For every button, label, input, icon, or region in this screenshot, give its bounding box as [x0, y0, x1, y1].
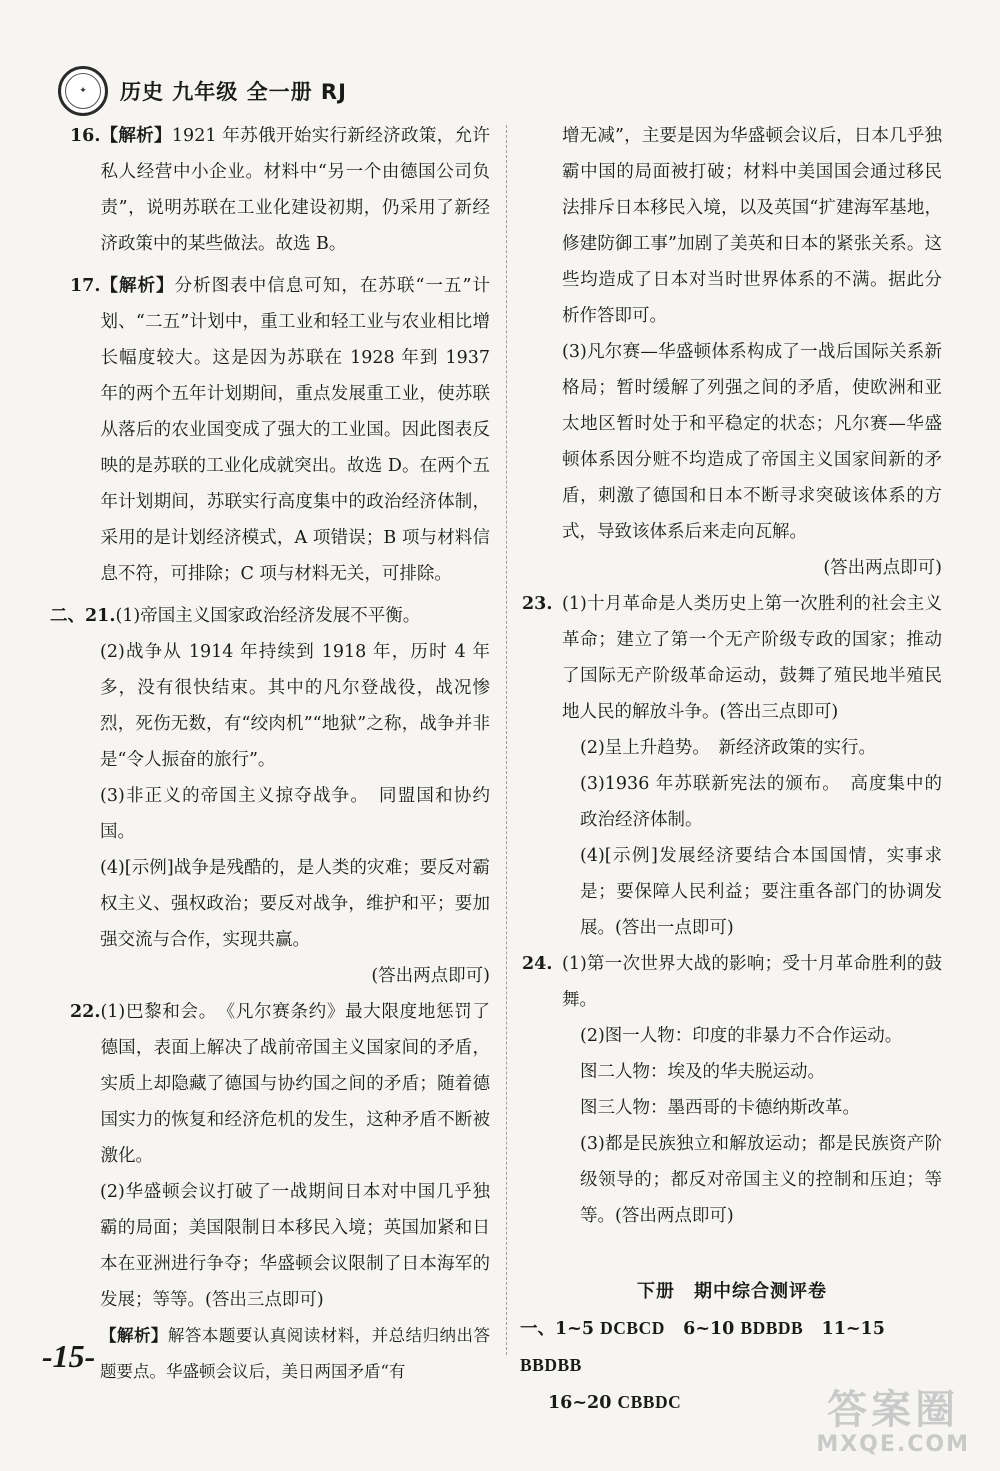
answer-text: (1)帝国主义国家政治经济发展不平衡。	[115, 606, 421, 626]
page-number: -15-	[42, 1338, 96, 1374]
key-3: BBDBB	[520, 1355, 582, 1375]
answer-24-part2b: 图二人物：埃及的华夫脱运动。	[580, 1062, 825, 1082]
answer-21-part2: (2)战争从 1914 年持续到 1918 年，历时 4 年多，没有很快结束。其中的凡尔登战役，战况惨烈，死伤无数，有“绞肉机”“地狱”之称，战争并非是“令人振奋的旅行”。	[100, 642, 490, 770]
answer-23	[522, 586, 942, 730]
answer-text: 1921 年苏俄开始实行新经济政策，允许私人经营中小企业。材料中“另一个由德国公司负责”，说明苏联在工业化建设初期，仍采用了新经济政策中的某些做法。故选 B。	[100, 126, 490, 254]
range-4: 16~20	[548, 1393, 612, 1413]
range-3: 11~15	[821, 1319, 885, 1339]
range-1: 1~5	[555, 1319, 595, 1339]
answer-21-note: (答出两点即可)	[371, 966, 490, 986]
analysis-label: 【解析】	[100, 126, 172, 146]
analysis-label: 【解析】	[100, 276, 175, 296]
key-2: BDBDB	[740, 1318, 804, 1338]
answer-22-analysis	[100, 1318, 490, 1390]
question-number: 23.	[522, 594, 553, 614]
range-2: 6~10	[683, 1319, 735, 1339]
answer-16	[70, 118, 490, 262]
watermark-title: 答案圈	[827, 1387, 960, 1433]
key-1: DCBCD	[600, 1318, 665, 1338]
answer-24	[522, 946, 942, 1018]
question-number: 24.	[522, 954, 553, 974]
column-divider	[506, 125, 507, 1355]
answer-17	[70, 268, 490, 592]
page-header	[58, 58, 347, 124]
analysis-label: 【解析】	[100, 1326, 168, 1345]
analysis-text: 解答本题要认真阅读材料，并总结归纳出答题要点。华盛顿会议后，美日两国矛盾“有	[100, 1326, 491, 1381]
question-number: 16.	[70, 126, 101, 146]
right-column	[522, 118, 942, 1421]
answer-text: 分析图表中信息可知，在苏联“一五”计划、“二五”计划中，重工业和轻工业与农业相比增长幅度较大。这是因为苏联在 1928 年到 1937 年的两个五年计划期间，重点发展重工业，使苏联从落后的农业国变成了强大的工业国。因此图表反映的是苏联的工业化成就突出。故选 D。在两个五年计划期间，苏联实行高度集中的政治经济体制，采用的是计划经济模式，A 项错误；B 项与材料信息不符，可排除；C 项与材料无关，可排除。	[100, 276, 490, 584]
answer-21-part4: (4)[示例]战争是残酷的，是人类的灾难；要反对霸权主义、强权政治；要反对战争，维护和平；要加强交流与合作，实现共赢。	[100, 858, 490, 950]
answer-23-part3: (3)1936 年苏联新宪法的颁布。 高度集中的政治经济体制。	[580, 774, 942, 830]
header-title: 历史 九年级 全一册 RJ	[120, 80, 347, 104]
answer-text: (1)十月革命是人类历史上第一次胜利的社会主义革命；建立了第一个无产阶级专政的国家；推动了国际无产阶级革命运动，鼓舞了殖民地半殖民地人民的解放斗争。(答出三点即可)	[562, 594, 942, 722]
answer-22-part2: (2)华盛顿会议打破了一战期间日本对中国几乎独霸的局面；美国限制日本移民入境；英国加紧和日本在亚洲进行争夺；华盛顿会议限制了日本海军的发展；等等。(答出三点即可)	[100, 1182, 490, 1310]
answer-24-part3: (3)都是民族独立和解放运动；都是民族资产阶级领导的；都反对帝国主义的控制和压迫；等等。(答出两点即可)	[580, 1134, 942, 1226]
watermark-url: MXQE.COM	[816, 1432, 970, 1457]
answer-22	[70, 994, 490, 1174]
site-watermark	[816, 1388, 970, 1457]
question-number: 17.	[70, 276, 101, 296]
answer-24-part2c: 图三人物：墨西哥的卡德纳斯改革。	[580, 1098, 860, 1118]
answer-23-part2: (2)呈上升趋势。 新经济政策的实行。	[580, 738, 877, 758]
answer-text: (1)第一次世界大战的影响；受十月革命胜利的鼓舞。	[562, 954, 942, 1010]
section-title: 下册 期中综合测评卷	[637, 1281, 827, 1302]
choice-answers	[520, 1310, 942, 1384]
answer-22-note: (答出两点即可)	[823, 558, 942, 578]
publisher-logo: ✦	[58, 66, 108, 116]
question-number: 二、21.	[50, 606, 116, 626]
answer-23-part4: (4)[示例]发展经济要结合本国国情，实事求是；要保障人民利益；要注重各部门的协调发展。(答出一点即可)	[580, 846, 942, 938]
answer-22-part3: (3)凡尔赛—华盛顿体系构成了一战后国际关系新格局；暂时缓解了列强之间的矛盾，使欧洲和亚太地区暂时处于和平稳定的状态；凡尔赛—华盛顿体系因分赃不均造成了帝国主义国家间新的矛盾，刺激了德国和日本不断寻求突破该体系的方式，导致该体系后来走向瓦解。	[562, 342, 942, 542]
answer-21	[50, 598, 490, 634]
answers-lead: 一、	[520, 1319, 555, 1339]
answer-text: (1)巴黎和会。 《凡尔赛条约》最大限度地惩罚了德国，表面上解决了战前帝国主义国家间的矛盾，实质上却隐藏了德国与协约国之间的矛盾；随着德国实力的恢复和经济危机的发生，这种矛盾不断被激化。	[100, 1002, 490, 1166]
key-4: CBBDC	[617, 1392, 682, 1412]
answer-21-part3: (3)非正义的帝国主义掠夺战争。 同盟国和协约国。	[100, 786, 490, 842]
question-number: 22.	[70, 1002, 101, 1022]
answer-22-analysis-cont: 增无减”，主要是因为华盛顿会议后，日本几乎独霸中国的局面被打破；材料中美国国会通过移民法排斥日本移民入境，以及英国“扩建海军基地，修建防御工事”加剧了美英和日本的紧张关系。这些均造成了日本对当时世界体系的不满。据此分析作答即可。	[562, 126, 942, 326]
answer-24-part2: (2)图一人物：印度的非暴力不合作运动。	[580, 1026, 903, 1046]
